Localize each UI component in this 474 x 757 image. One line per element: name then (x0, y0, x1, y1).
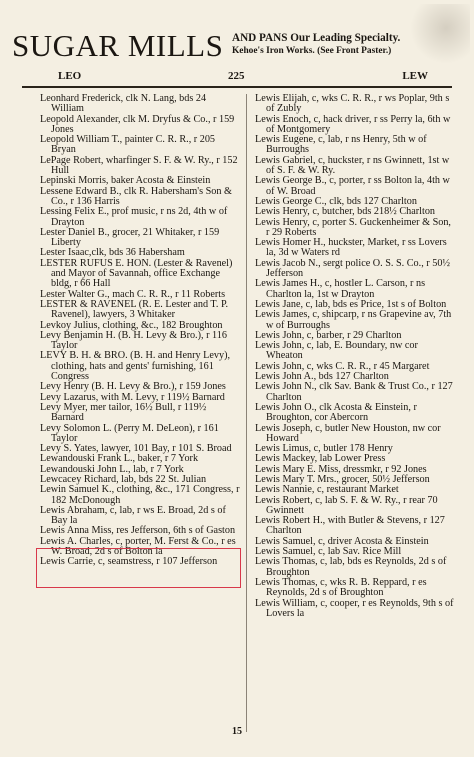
directory-entry: Lewis Henry, c, butcher, bds 218½ Charlton (255, 206, 436, 218)
directory-entry: Lewandouski Frank L., baker, r 7 York (40, 453, 199, 465)
directory-entry: Lewis John O., clk Acosta & Einstein, r Broughton, cor Abercorn (255, 401, 417, 424)
column-divider (246, 94, 247, 732)
banner-tagline (232, 32, 468, 58)
directory-entry: Lewis Nannie, c, restaurant Market (255, 484, 399, 496)
directory-entry: Lewis Robert H., with Butler & Stevens, r 127 Charlton (255, 515, 445, 537)
directory-entry: Lester Daniel B., grocer, 21 Whitaker, r 159 Liberty (40, 226, 220, 249)
directory-entry: Levy Lazarus, with M. Levy, r 119½ Barnard (40, 391, 225, 403)
header-right-guide: LEW (402, 70, 428, 82)
directory-entry: Lewis Samuel, c, driver Acosta & Einstein (255, 535, 429, 547)
directory-entry: LePage Robert, wharfinger S. F. & W. Ry., r 152 Hull (40, 154, 238, 177)
directory-entry: Leonhard Frederick, clk N. Lang, bds 24 William (40, 93, 207, 115)
directory-entry: Lewis John A., bds 127 Charlton (255, 371, 389, 383)
directory-entry: Lewis Enoch, c, hack driver, r ss Perry la, 6th w of Montgomery (255, 113, 451, 135)
directory-entry: Lewis Elijah, c, wks C. R. R., r ws Poplar, 9th s of Zubly (255, 93, 450, 115)
header-page-number: 225 (228, 70, 245, 82)
header-left-guide: LEO (58, 70, 82, 82)
directory-entry: LESTER RUFUS E. HON. (Lester & Ravenel) and Mayor of Savannah, office Exchange bldg, r 66 Hall (40, 257, 233, 290)
directory-entry: Lewis Mary T. Mrs., grocer, 50½ Jefferson (255, 473, 430, 485)
advertising-banner (8, 28, 468, 68)
directory-entry: Lewis Joseph, c, butler New Houston, nw cor Howard (255, 422, 441, 444)
directory-entry: Lewis Abraham, c, lab, r ws E. Broad, 2d s of Bay la (40, 504, 226, 527)
directory-entry: Lessing Felix E., prof music, r ns 2d, 4th w of Drayton (40, 206, 228, 228)
directory-entry: Lewis Homer H., huckster, Market, r ss Lovers la, 3d w Waters rd (255, 237, 447, 259)
directory-entry: Lewis Henry, c, porter S. Guckenheimer & Son, r 29 Roberts (255, 216, 451, 238)
directory-entry: Lewis John, c, wks C. R. R., r 45 Margaret (255, 360, 430, 372)
directory-entry: Lewis George B., c, porter, r ss Bolton la, 4th w of W. Broad (255, 175, 450, 197)
directory-entry: Lewandouski John L., lab, r 7 York (40, 463, 184, 475)
footer-folio: 15 (232, 726, 242, 737)
directory-entry: Lewis Anna Miss, res Jefferson, 6th s of Gaston (40, 525, 236, 537)
directory-entry: Lewis James H., c, hostler L. Carson, r ns Charlton la, 1st w Drayton (255, 278, 426, 300)
directory-entry: Levy Solomon L. (Perry M. DeLeon), r 161 Taylor (40, 422, 219, 444)
directory-entry: Levy Myer, mer tailor, 16½ Bull, r 119½ Barnard (40, 401, 207, 424)
highlighted-entries-box (36, 548, 241, 588)
directory-entry: Lewis Robert, c, lab S. F. & W. Ry., r rear 70 Gwinnett (255, 494, 438, 516)
directory-entry: Levy S. Yates, lawyer, 101 Bay, r 101 S. Broad (40, 443, 232, 455)
directory-entry: Levkoy Julius, clothing, &c., 182 Broughton (40, 319, 223, 331)
directory-entry: Lewis Jacob N., sergt police O. S. S. Co., r 50½ Jefferson (255, 257, 451, 280)
directory-entry: Lewis Thomas, c, wks R. B. Reppard, r es Reynolds, 2d s of Broughton (255, 576, 427, 599)
banner-tagline-line1: AND PANS Our Leading Specialty. (232, 32, 401, 44)
directory-entry: Lewcacey Richard, lab, bds 22 St. Julian (40, 473, 207, 485)
directory-entry: Levy Henry (B. H. Levy & Bro.), r 159 Jones (40, 381, 226, 393)
directory-entry: Lewis Gabriel, c, huckster, r ns Gwinnett, 1st w of S. F. & W. Ry. (255, 154, 450, 177)
directory-entry: Lewis Carrie, c, seamstress, r 107 Jefferson (40, 556, 218, 568)
directory-entry: Lewis Limus, c, butler 178 Henry (255, 443, 393, 455)
directory-entry: Lewis Eugene, c, lab, r ns Henry, 5th w of Burroughs (255, 134, 427, 156)
directory-entry: Levy Benjamin H. (B. H. Levy & Bro.), r 116 Taylor (40, 329, 227, 352)
directory-entry: Lewis Mackey, lab Lower Press (255, 453, 386, 465)
directory-entry: Lewis James, c, shipcarp, r ns Grapevine av, 7th w of Burroughs (255, 309, 452, 331)
directory-entry: Lewis Jane, c, lab, bds es Price, 1st s of Bolton (255, 298, 447, 310)
directory-entry: Lewis John, c, lab, E. Boundary, nw cor Wheaton (255, 340, 418, 362)
directory-entry: Lewis A. Charles, c, porter, M. Ferst & Co., r es W. Broad, 2d s of Bolton la (40, 535, 236, 558)
directory-entry: Lessene Edward B., clk R. Habersham's Son & Co., r 136 Harris (40, 185, 232, 207)
left-column (40, 94, 240, 568)
directory-entry: Lewin Samuel K., clothing, &c., 171 Congress, r 182 McDonough (40, 484, 240, 506)
directory-entry: Lewis Samuel, c, lab Sav. Rice Mill (255, 546, 402, 558)
directory-entry: Lester Isaac,clk, bds 36 Habersham (40, 247, 185, 259)
header-rule (22, 86, 452, 88)
directory-entry: Leopold Alexander, clk M. Dryfus & Co., r 159 Jones (40, 113, 235, 135)
banner-title: SUGAR MILLS (12, 28, 224, 63)
directory-entry: LEVY B. H. & BRO. (B. H. and Henry Levy), clothing, hats and gents' furnishing, 161 Congress (40, 350, 231, 383)
directory-entry: LESTER & RAVENEL (R. E. Lester and T. P. Ravenel), lawyers, 3 Whitaker (40, 298, 229, 321)
directory-entry: Leopold William T., painter C. R. R., r 205 Bryan (40, 134, 216, 156)
directory-entry: Lewis John, c, barber, r 29 Charlton (255, 329, 402, 341)
directory-entry: Lewis William, c, cooper, r es Reynolds, 9th s of Lovers la (255, 597, 454, 619)
directory-entry: Lewis Thomas, c, lab, bds es Reynolds, 2d s of Broughton (255, 556, 447, 578)
running-header (20, 70, 452, 86)
directory-entry: Lepinski Morris, baker Acosta & Einstein (40, 175, 211, 187)
directory-entry: Lewis George C., clk, bds 127 Charlton (255, 195, 417, 207)
directory-entry: Lester Walter G., mach C. R. R., r 11 Roberts (40, 288, 226, 300)
directory-entry: Lewis Mary E. Miss, dressmkr, r 92 Jones (255, 463, 427, 475)
banner-tagline-line2: Kehoe's Iron Works. (See Front Paster.) (232, 46, 392, 56)
right-column (255, 94, 455, 619)
directory-entry: Lewis John N., clk Sav. Bank & Trust Co., r 127 Charlton (255, 381, 453, 403)
